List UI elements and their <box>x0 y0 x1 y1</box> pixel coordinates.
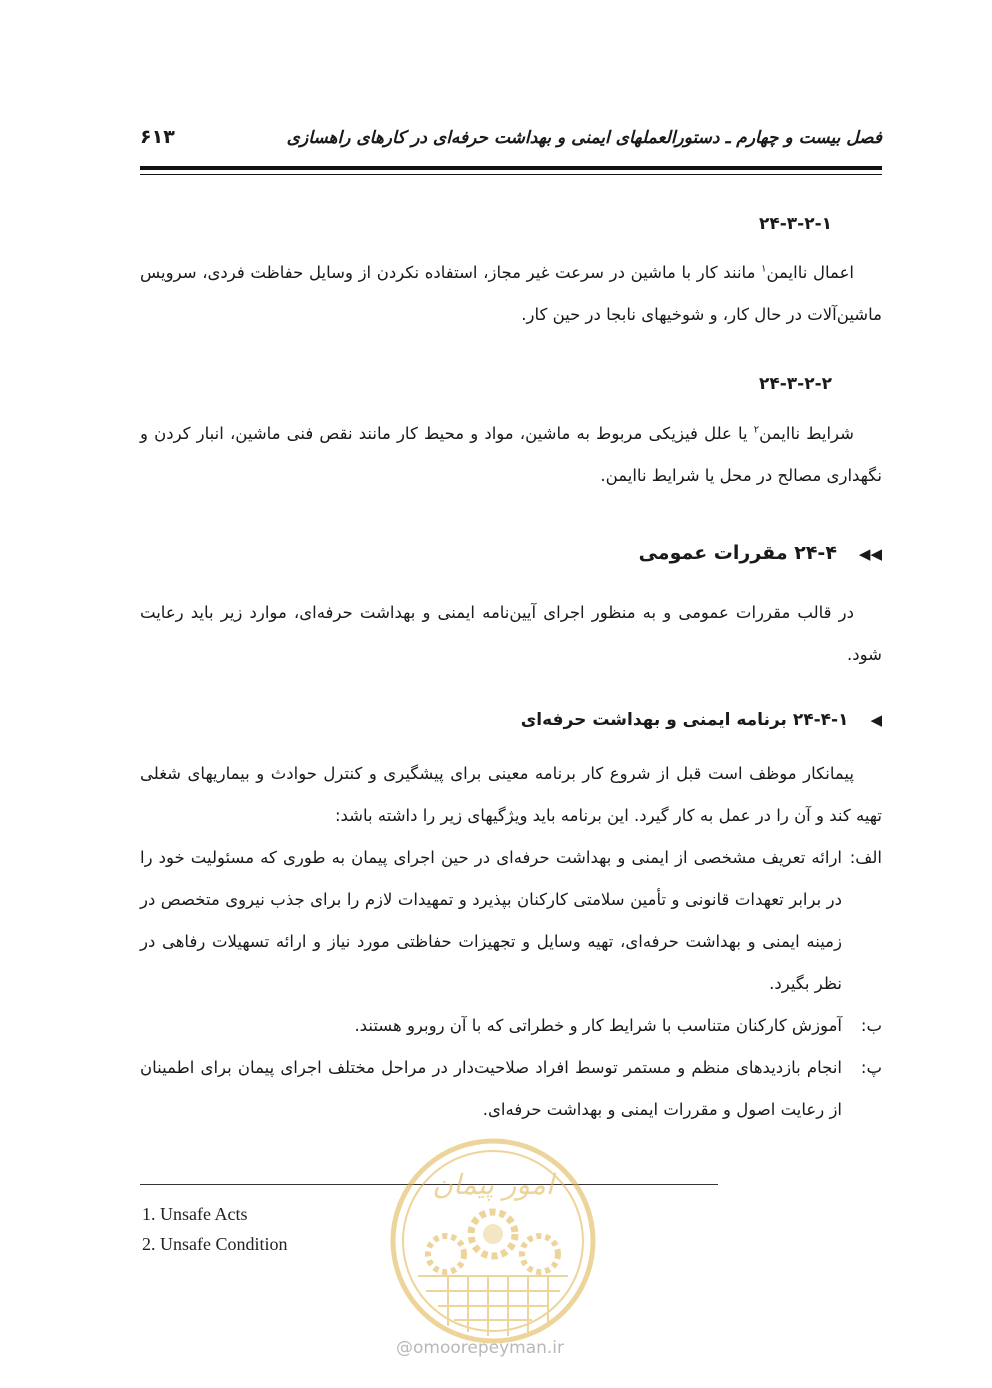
arrow-left-icon: ◀ <box>870 711 882 729</box>
section-number-2: ۲۴-۳-۲-۲ <box>758 374 832 394</box>
heading-general-regulations <box>140 542 882 564</box>
paragraph-text: یا علل فیزیکی مربوط به ماشین، مواد و محیط کار مانند نقص فنی ماشین، انبار کردن و نگهداری مصالح در محل یا شرایط ناایمن. <box>140 424 882 485</box>
list-item-label: ب: <box>860 1016 882 1035</box>
paragraph-unsafe-acts <box>140 252 882 336</box>
list-item <box>140 1047 882 1131</box>
running-header-title: فصل بیست و چهارم ـ دستورالعملهای ایمنی و بهداشت حرفه‌ای در کارهای راهسازی <box>286 128 882 148</box>
list-item <box>140 1005 882 1047</box>
watermark-logo-text: امور پیمان <box>432 1168 554 1201</box>
list-item-label: الف: <box>849 848 882 867</box>
paragraph-text: در قالب مقررات عمومی و به منظور اجرای آیین‌نامه ایمنی و بهداشت حرفه‌ای، موارد زیر باید رعایت شود. <box>140 603 882 664</box>
double-arrow-left-icon: ◀◀ <box>858 545 882 563</box>
paragraph-text: مانند کار با ماشین در سرعت غیر مجاز، استفاده نکردن از وسایل حفاظت فردی، سرویس ماشین‌آلات در حال کار، و شوخیهای نابجا در حین کار. <box>140 263 882 324</box>
paragraph-general-regulations <box>140 592 882 676</box>
heading-text: ۲۴-۴ مقررات عمومی <box>638 542 837 564</box>
paragraph-safety-program <box>140 753 882 837</box>
list-item <box>140 837 882 1005</box>
watermark-logo-icon <box>388 1136 598 1346</box>
term-unsafe-conditions: شرایط ناایمن <box>759 424 854 443</box>
footnote-ref-1[interactable]: ۱ <box>761 263 767 275</box>
header-rule-thin <box>140 174 882 175</box>
section-number-1: ۲۴-۳-۲-۱ <box>758 214 832 234</box>
watermark-url: @omoorepeyman.ir <box>396 1338 565 1358</box>
footnote-ref-2[interactable]: ۲ <box>753 424 760 436</box>
page-number: ۶۱۳ <box>140 126 175 148</box>
footnote-2: 2. Unsafe Condition <box>142 1234 288 1254</box>
list-item-text: انجام بازدیدهای منظم و مستمر توسط افراد صلاحیت‌دار در مراحل مختلف اجرای پیمان برای اطمینان از رعایت اصول و مقررات ایمنی و بهداشت حرفه‌ای. <box>140 1058 842 1119</box>
list-item-text: ارائه تعریف مشخصی از ایمنی و بهداشت حرفه‌ای در حین اجرای پیمان به طوری که مسئولیت خود را در برابر تعهدات قانونی و تأمین سلامتی کارکنان بپذیرد و تمهیدات لازم را برای جذب نیروی متخصص در زمینه ایمنی و بهداشت حرفه‌ای، تهیه وسایل و تجهیزات حفاظتی مورد نیاز و ارائه تسهیلات رفاهی در نظر بگیرد. <box>140 848 842 993</box>
header-rule-thick <box>140 166 882 170</box>
list-item-label: پ: <box>860 1058 882 1077</box>
heading-text: ۲۴-۴-۱ برنامه ایمنی و بهداشت حرفه‌ای <box>520 710 849 730</box>
footnote-1: 1. Unsafe Acts <box>142 1204 248 1224</box>
term-unsafe-acts: اعمال ناایمن <box>766 263 854 282</box>
paragraph-text: پیمانکار موظف است قبل از شروع کار برنامه معینی برای پیشگیری و کنترل حوادث و بیماریهای شغلی تهیه کند و آن را در عمل به کار گیرد. این برنامه باید ویژگیهای زیر را داشته باشد: <box>140 764 882 825</box>
paragraph-unsafe-conditions <box>140 413 882 497</box>
requirements-list <box>140 837 882 1131</box>
heading-safety-program <box>140 710 882 730</box>
list-item-text: آموزش کارکنان متناسب با شرایط کار و خطراتی که با آن روبرو هستند. <box>354 1016 842 1035</box>
